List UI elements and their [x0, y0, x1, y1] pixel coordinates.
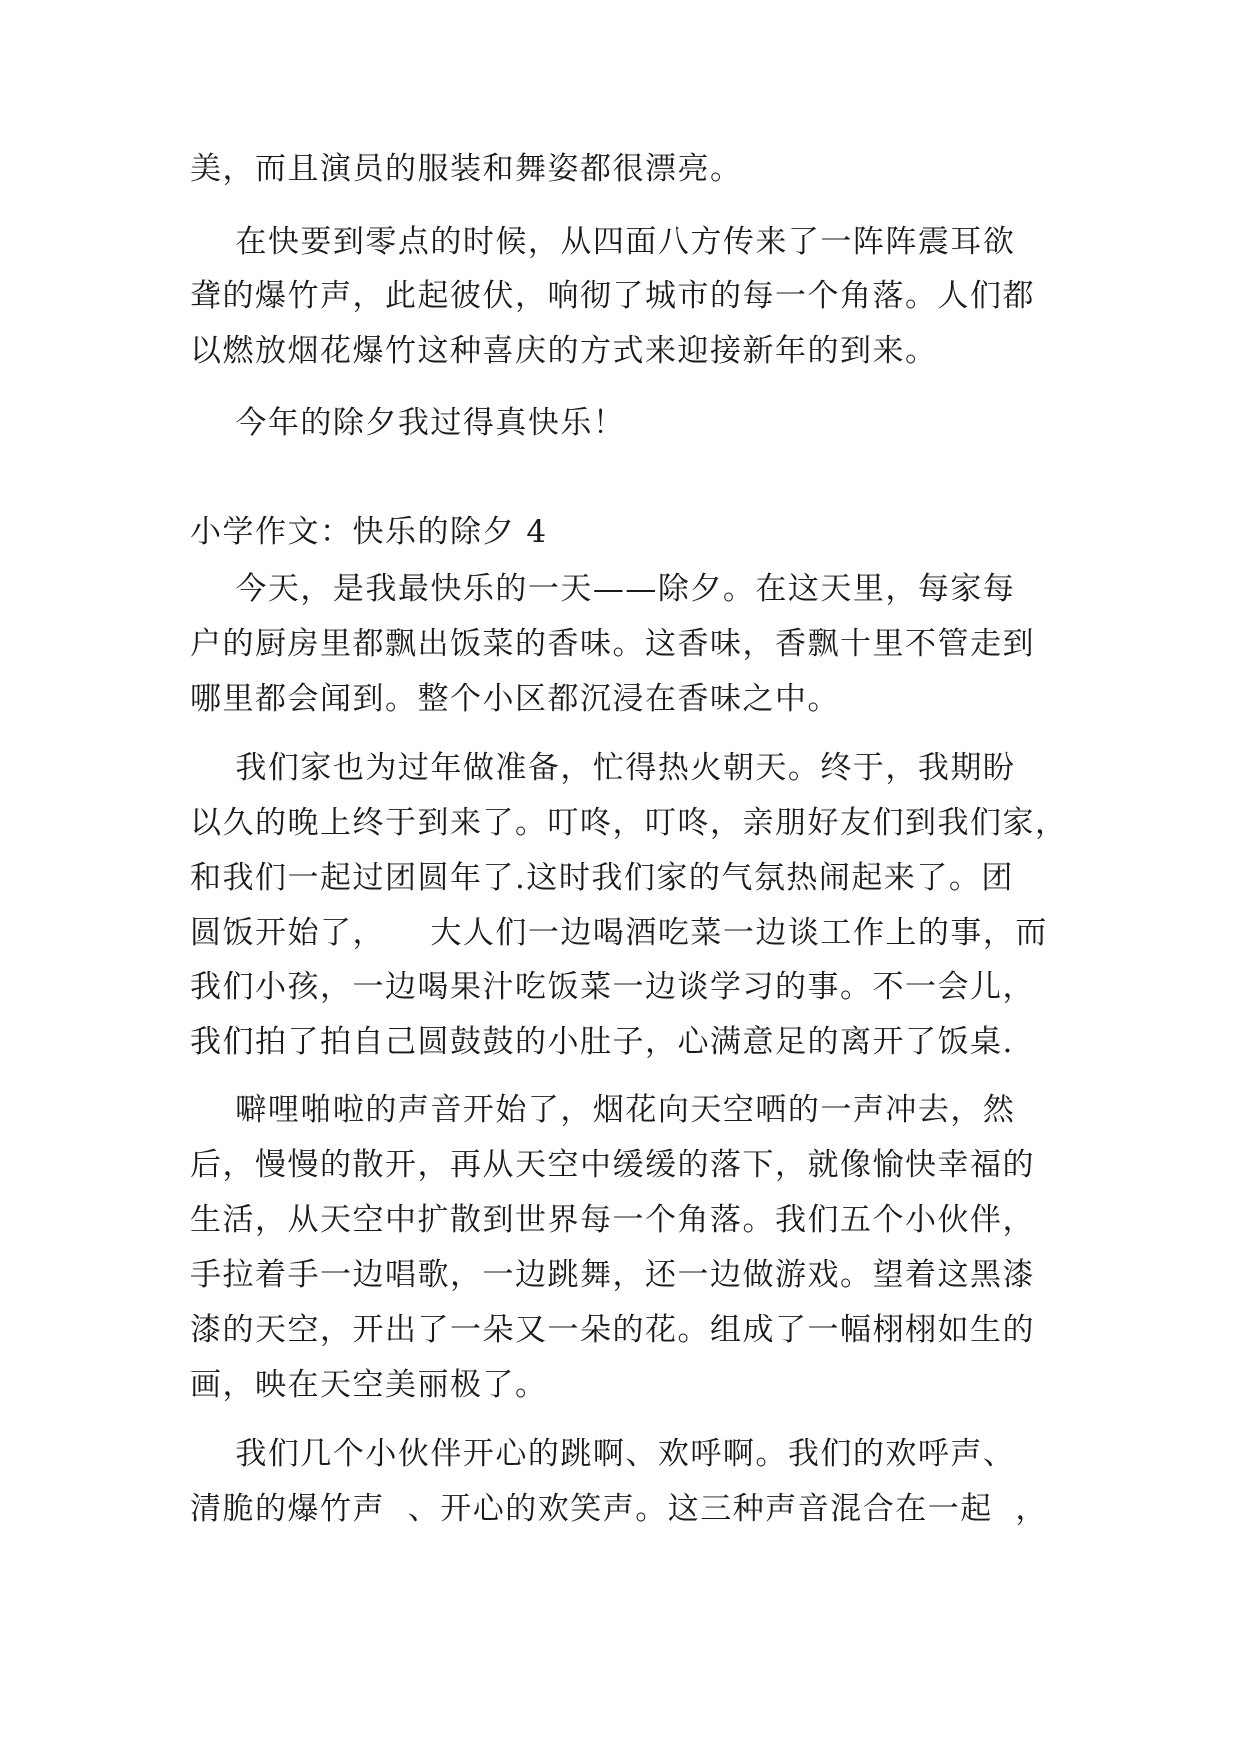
text-line: 我们拍了拍自己圆鼓鼓的小肚子，心满意足的离开了饭桌. — [190, 1024, 1014, 1060]
text-line: 和我们一起过团圆年了.这时我们家的气氛热闹起来了。团 — [190, 860, 1014, 896]
text-line: 在快要到零点的时候，从四面八方传来了一阵阵震耳欲 — [190, 224, 1016, 260]
text-line: 噼哩啪啦的声音开始了，烟花向天空哂的一声冲去，然 — [190, 1092, 1016, 1128]
text-line: 以燃放烟花爆竹这种喜庆的方式来迎接新年的到来。 — [190, 333, 938, 369]
text-line: 以久的晚上终于到来了。叮咚，叮咚，亲朋好友们到我们家， — [190, 805, 1068, 841]
text-line: 生活，从天空中扩散到世界每一个角落。我们五个小伙伴， — [190, 1202, 1035, 1238]
text-line: 清脆的爆竹声 、开心的欢笑声。这三种声音混合在一起 ， — [190, 1491, 1048, 1527]
text-line: 我们小孩，一边喝果汁吃饭菜一边谈学习的事。不一会儿， — [190, 969, 1035, 1005]
text-line: 手拉着手一边唱歌，一边跳舞，还一边做游戏。望着这黑漆 — [190, 1257, 1035, 1293]
text-line: 哪里都会闻到。整个小区都沉浸在香味之中。 — [190, 681, 840, 717]
text-line: 美，而且演员的服装和舞姿都很漂亮。 — [190, 151, 743, 187]
text-line: 聋的爆竹声，此起彼伏，响彻了城市的每一个角落。人们都 — [190, 278, 1035, 314]
text-line: 后，慢慢的散开，再从天空中缓缓的落下，就像愉快幸福的 — [190, 1147, 1035, 1183]
text-line: 我们家也为过年做准备，忙得热火朝天。终于，我期盼 — [190, 750, 1016, 786]
text-line: 我们几个小伙伴开心的跳啊、欢呼啊。我们的欢呼声、 — [190, 1436, 1016, 1472]
text-line: 户的厨房里都飘出饭菜的香味。这香味，香飘十里不管走到 — [190, 626, 1035, 662]
text-line: 圆饭开始了， 大人们一边喝酒吃菜一边谈工作上的事，而 — [190, 915, 1048, 951]
text-line: 漆的天空，开出了一朵又一朵的花。组成了一幅栩栩如生的 — [190, 1312, 1035, 1348]
text-line: 今天，是我最快乐的一天——除夕。在这天里，每家每 — [190, 571, 1016, 607]
text-line: 画，映在天空美丽极了。 — [190, 1367, 548, 1403]
text-line: 今年的除夕我过得真快乐！ — [190, 405, 626, 441]
section-heading: 小学作文：快乐的除夕 4 — [190, 514, 548, 550]
